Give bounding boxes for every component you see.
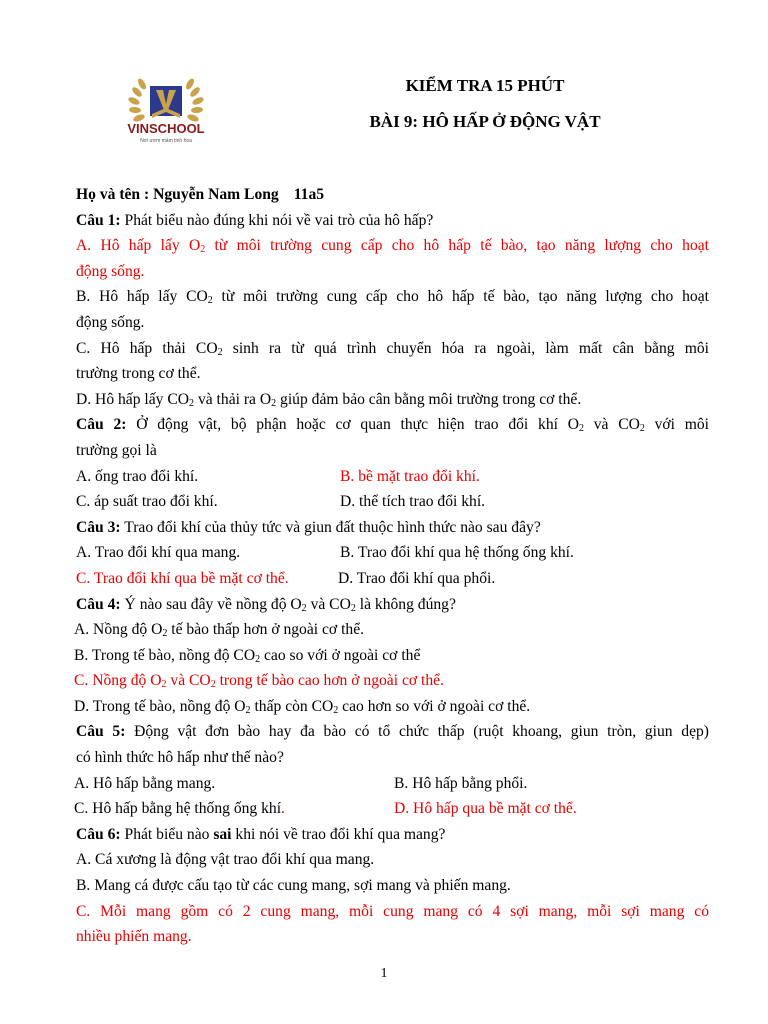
q6-option-c-cont: nhiều phiến mang. [76, 928, 192, 946]
logo-tagline: Nơi ươm mầm tinh hoa [140, 138, 192, 144]
q3-option-d: D. Trao đổi khí qua phổi. [338, 569, 496, 587]
q1-option-d: D. Hô hấp lấy $CO_2$ và thải ra $O_2$ giúp đảm bảo cân bằng môi trường trong cơ thể. [76, 390, 582, 409]
header-titles [300, 74, 670, 146]
student-name: Họ và tên : Nguyễn Nam Long [76, 186, 279, 203]
q5-options-row-2 [74, 796, 709, 822]
q3-options-row-2 [76, 566, 709, 592]
q5-option-d: D. Hô hấp qua bề mặt cơ thể. [394, 800, 577, 818]
q5-option-a: A. Hô hấp bằng mang. [74, 774, 216, 792]
question-text: Phát biểu nào đúng khi nói về vai trò của hô hấp? [124, 211, 434, 229]
q1-option-a: A. Hô hấp lấy $O_2$ từ môi trường cung cấp cho hô hấp tế bào, tạo năng lượng cho hoạt [76, 237, 709, 256]
q1-option-c: C. Hô hấp thải $CO_2$ sinh ra từ quá trình chuyển hóa ra ngoài, làm mất cân bằng môi [76, 339, 709, 358]
title-2: BÀI 9: HÔ HẤP Ở ĐỘNG VẬT [369, 112, 601, 131]
question-label: Câu 6: [76, 825, 121, 843]
question-1 [76, 208, 709, 234]
page-number: 1 [380, 966, 388, 981]
question-6: Câu 6: Phát biểu nào sai khi nói về trao đổi khí qua mang? [76, 825, 446, 843]
question-label: Câu 3: [76, 518, 121, 536]
q2-option-a: A. ống trao đổi khí. [76, 467, 199, 485]
q4-option-c: C. Nồng độ $O_2$ và $CO_2$ trong tế bào cao hơn ở ngoài cơ thể. [74, 672, 444, 691]
question-3: Câu 3: Trao đổi khí của thủy tức và giun đất thuộc hình thức nào sau đây? [76, 518, 541, 536]
q5-option-b: B. Hô hấp bằng phổi. [394, 774, 528, 792]
question-5: Câu 5: Động vật đơn bào hay đa bào có tổ chức thấp (ruột khoang, giun tròn, giun dẹp) [76, 723, 709, 741]
question-label: Câu 1: [76, 211, 121, 229]
q1-option-a-cont: động sống. [76, 262, 145, 280]
question-label: Câu 5: [76, 723, 126, 741]
student-class: 11a5 [293, 186, 325, 203]
q2-option-b: B. bề mặt trao đổi khí. [340, 467, 480, 485]
q3-options-row-1 [76, 540, 709, 566]
question-5-cont: có hình thức hô hấp như thế nào? [76, 749, 284, 767]
question-label: Câu 4: [76, 595, 121, 613]
q2-option-c: C. áp suất trao đổi khí. [76, 493, 218, 511]
q5-option-c: C. Hô hấp bằng hệ thống ống khí. [74, 800, 285, 818]
q5-options-row-1 [74, 771, 709, 797]
q4-option-b: B. Trong tế bào, nồng độ $CO_2$ cao so với ở ngoài cơ thể [74, 646, 421, 665]
q2-options-row-2 [76, 489, 709, 515]
q4-option-d: D. Trong tế bào, nồng độ $O_2$ thấp còn $CO_2$ cao hơn so với ở ngoài cơ thể. [74, 697, 531, 716]
q3-option-c: C. Trao đổi khí qua bề mặt cơ thể. [76, 569, 289, 587]
q3-option-a: A. Trao đổi khí qua mang. [76, 544, 241, 562]
q3-option-b: B. Trao đổi khí qua hệ thống ống khí. [340, 544, 574, 562]
q6-option-c: C. Mỗi mang gồm có 2 cung mang, mỗi cung mang có 4 sợi mang, mỗi sợi mang có [76, 902, 709, 920]
q1-option-c-cont: trường trong cơ thể. [76, 365, 201, 383]
logo-name: VINSCHOOL [127, 121, 205, 136]
question-2: Câu 2: Ở động vật, bộ phận hoặc cơ quan thực hiện trao đổi khí $O_2$ và $CO_2$ với môi [76, 416, 709, 435]
vinschool-logo [116, 70, 216, 148]
q6-option-b: B. Mang cá được cấu tạo từ các cung mang, sợi mang và phiến mang. [76, 877, 511, 895]
question-4: Câu 4: Ý nào sau đây về nồng độ $O_2$ và $CO_2$ là không đúng? [76, 595, 456, 614]
question-label: Câu 2: [76, 416, 127, 434]
q1-option-b: B. Hô hấp lấy $CO_2$ từ môi trường cung cấp cho hô hấp tế bào, tạo năng lượng cho hoạt [76, 288, 709, 307]
q6-option-a: A. Cá xương là động vật trao đổi khí qua mang. [76, 851, 375, 869]
q2-options-row-1 [76, 464, 709, 490]
q2-option-d: D. thể tích trao đổi khí. [340, 493, 486, 511]
exam-content [76, 182, 709, 950]
q4-option-a: A. Nồng độ $O_2$ tế bào thấp hơn ở ngoài cơ thể. [74, 621, 365, 640]
student-line [76, 182, 709, 208]
title-1: KIỂM TRA 15 PHÚT [405, 76, 565, 95]
question-2-cont: trường gọi là [76, 441, 157, 459]
q1-option-b-cont: động sống. [76, 313, 145, 331]
